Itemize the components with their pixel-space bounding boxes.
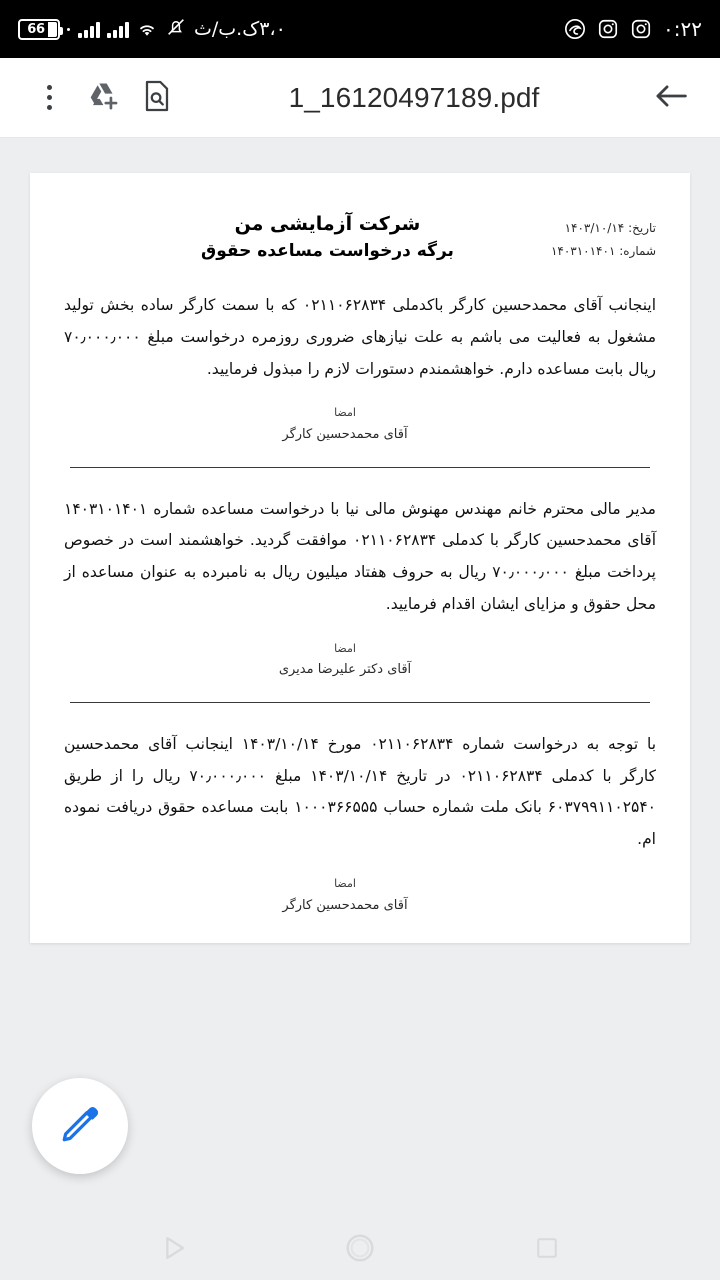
document-number-row (551, 240, 656, 263)
instagram-icon (597, 18, 619, 40)
signal-bars-secondary-icon (107, 20, 129, 38)
status-bar (0, 0, 720, 58)
document-titles (64, 211, 551, 264)
section-3-signature (64, 874, 656, 917)
document-number-label: شماره: (619, 243, 656, 258)
edit-fab-button[interactable] (32, 1078, 128, 1174)
status-bar-left-group (18, 16, 286, 42)
section-2-signature-label: امضا (334, 641, 356, 655)
arrow-left-icon (654, 81, 688, 115)
mute-bell-icon (165, 16, 187, 42)
section-divider-1 (70, 467, 650, 468)
section-1-signature-name: آقای محمدحسین کارگر (282, 427, 408, 443)
section-1-body: اینجانب آقای محمدحسین کارگر باکدملی ۰۲۱۱۰۶۲۸۳۴ که با سمت کارگر ساده بخش تولید مشغول به فعالیت می باشم به علت نیازهای ضروری روزمره درخواست مبلغ ۷۰٫۰۰۰٫۰۰۰ ریال بابت مساعده دارم. خواهشمندم دستورات لازم را مبذول فرمایید. (64, 296, 656, 378)
more-vertical-icon (47, 85, 52, 110)
overflow-menu-button[interactable] (22, 71, 76, 125)
document-date-label: تاریخ: (628, 221, 656, 235)
clock-label: ۰:۲۲ (663, 17, 702, 41)
page-title: 1_16120497189.pdf (288, 81, 540, 113)
document-meta (551, 211, 656, 263)
nav-back-button[interactable] (143, 1218, 203, 1278)
triangle-back-icon (156, 1231, 190, 1265)
status-bar-right-group (564, 17, 702, 41)
save-to-drive-button[interactable] (76, 71, 130, 125)
square-recents-icon (532, 1233, 562, 1263)
signal-dot-icon (67, 28, 70, 31)
section-1-signature-label: امضا (334, 406, 356, 420)
google-drive-add-icon (86, 79, 120, 117)
section-2-signature (64, 639, 656, 682)
document-date-row (551, 217, 656, 240)
document-date-value: ۱۴۰۳/۱۰/۱۴ (564, 221, 625, 235)
section-3-body: با توجه به درخواست شماره ۰۲۱۱۰۶۲۸۳۴ مورخ ۱۴۰۳/۱۰/۱۴ اینجانب آقای محمدحسین کارگر با کدملی ۰۲۱۱۰۶۲۸۳۴ در تاریخ ۱۴۰۳/۱۰/۱۴ مبلغ ۷۰٫۰۰۰٫۰۰۰ ریال را از طریق ۶۰۳۷۹۹۱۱۰۲۵۴۰ بانک ملت شماره حساب ۱۰۰۰۳۶۶۵۵۵ بابت مساعده حقوق دریافت نموده ام. (64, 734, 657, 849)
document-header (64, 211, 656, 264)
battery-percent-label: 66 (27, 21, 45, 37)
pdf-viewer[interactable] (0, 138, 720, 1216)
battery-icon (18, 19, 60, 40)
document-search-icon (142, 80, 172, 116)
nav-home-button[interactable] (330, 1218, 390, 1278)
circle-home-icon (342, 1230, 378, 1266)
carrier-speed-label: ۳،۰ک.ب/ث (194, 18, 286, 40)
company-title: شرکت آزمایشی من (234, 213, 421, 235)
nav-recents-button[interactable] (517, 1218, 577, 1278)
system-navigation-bar (0, 1216, 720, 1280)
section-3-signature-label: امضا (334, 876, 356, 890)
pdf-page (30, 173, 690, 943)
wifi-icon (136, 20, 158, 38)
back-button[interactable] (644, 71, 698, 125)
app-bar (0, 58, 720, 138)
search-document-button[interactable] (130, 71, 184, 125)
edge-browser-icon (564, 18, 586, 40)
document-number-value: ۱۴۰۳۱۰۱۴۰۱ (550, 243, 616, 258)
section-divider-2 (70, 702, 650, 703)
instagram-icon-2 (630, 18, 652, 40)
signal-bars-icon (78, 20, 100, 38)
section-1-signature (64, 403, 656, 446)
section-3-signature-name: آقای محمدحسین کارگر (282, 897, 408, 913)
section-2-signature-name: آقای دکتر علیرضا مدیری (278, 662, 412, 678)
form-title: برگه درخواست مساعده حقوق (201, 240, 454, 261)
pencil-icon (57, 1101, 103, 1151)
section-2-body: مدیر مالی محترم خانم مهندس مهنوش مالی نیا با درخواست مساعده شماره ۱۴۰۳۱۰۱۴۰۱ آقای محمدحسین کارگر با کدملی ۰۲۱۱۰۶۲۸۳۴ موافقت گردید. خواهشمند است در خصوص پرداخت مبلغ ۷۰٫۰۰۰٫۰۰۰ ریال به حروف هفتاد میلیون ریال به نامبرده به عنوان مساعده از محل حقوق و مزایای ایشان اقدام فرمایید. (64, 499, 657, 613)
